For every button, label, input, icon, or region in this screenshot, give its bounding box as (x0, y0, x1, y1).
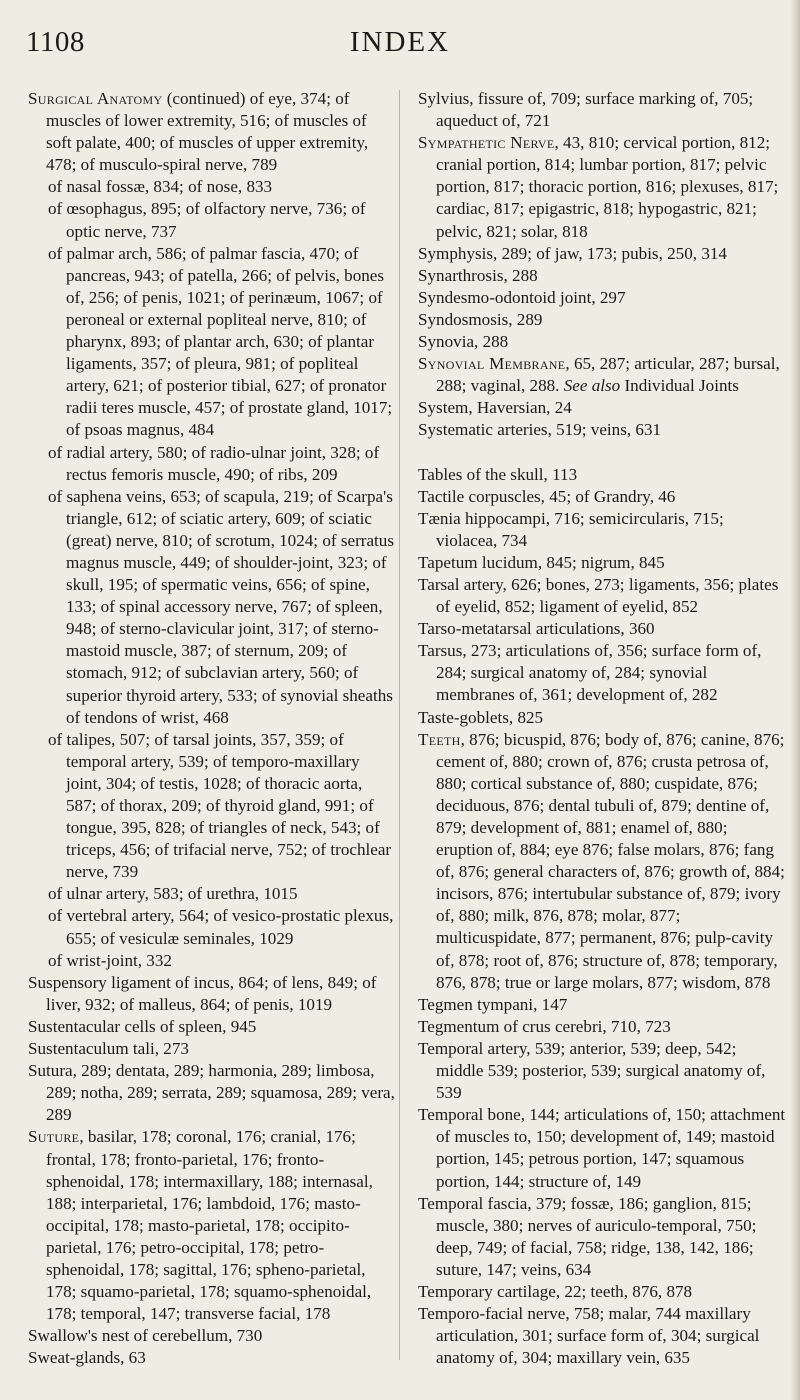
entry-text: Systematic arteries, 519; veins, 631 (418, 420, 662, 440)
index-entry (418, 1193, 786, 1281)
index-subentry (48, 176, 396, 198)
entry-text: Tactile corpuscles, 45; of Grandry, 46 (418, 486, 676, 506)
entry-text: Syndosmosis, 289 (418, 309, 543, 329)
page-header (0, 26, 800, 66)
index-subentry (48, 950, 396, 972)
index-entry (28, 1016, 396, 1038)
entry-text: Temporary cartilage, 22; teeth, 876, 878 (418, 1281, 693, 1301)
entry-text: Temporal artery, 539; anterior, 539; deep, 542; middle 539; posterior, 539; surgical anatomy of, 539 (418, 1038, 766, 1103)
entry-heading: Synovial Membrane (418, 354, 566, 374)
entry-text: Sutura, 289; dentata, 289; harmonia, 289; limbosa, 289; notha, 289; serrata, 289; squamosa, 289; vera, 289 (28, 1061, 395, 1125)
index-subentry (48, 198, 396, 242)
index-entry (418, 1104, 786, 1192)
entry-text: Tapetum lucidum, 845; nigrum, 845 (418, 552, 665, 572)
entry-text: (continued) of eye, 374; of muscles of lower extremity, 516; of muscles of soft palate, 400; of muscles of upper extremity, 478; of musculo-spiral nerve, 789 (46, 89, 369, 175)
entry-text: of œsophagus, 895; of olfactory nerve, 736; of optic nerve, 737 (48, 199, 366, 241)
index-entry (418, 552, 786, 574)
entry-text: of ulnar artery, 583; of urethra, 1015 (48, 884, 298, 904)
index-entry (418, 729, 786, 994)
letter-gap (418, 442, 786, 464)
entry-heading: Teeth (418, 729, 461, 749)
entry-text: Swallow's nest of cerebellum, 730 (28, 1326, 263, 1346)
index-entry (418, 486, 786, 508)
entry-text: Syndesmo-odontoid joint, 297 (418, 287, 626, 307)
index-entry (28, 1126, 396, 1325)
entry-text: of vertebral artery, 564; of vesico-prostatic plexus, 655; of vesiculæ seminales, 1029 (48, 906, 394, 948)
index-entry (28, 1038, 396, 1060)
entry-text: Temporal bone, 144; articulations of, 150; attachment of muscles to, 150; development of, 149; mastoid portion, 145; petrous portion, 147; squamous portion, 144; structure of, 149 (418, 1105, 786, 1191)
index-subentry (48, 243, 396, 442)
entry-text: Synovia, 288 (418, 332, 509, 352)
index-entry (28, 972, 396, 1016)
index-subentry (48, 442, 396, 486)
index-entry (28, 1060, 396, 1126)
entry-text: Tarso-metatarsal articulations, 360 (418, 619, 655, 639)
entry-text: Tarsal artery, 626; bones, 273; ligaments, 356; plates of eyelid, 852; ligament of eyelid, 852 (418, 574, 779, 617)
index-subentry (48, 486, 396, 729)
running-title: INDEX (349, 26, 451, 58)
index-entry (418, 287, 786, 309)
index-entry (418, 1038, 786, 1104)
entry-text: Tænia hippocampi, 716; semicircularis, 715; violacea, 734 (418, 508, 724, 550)
index-column-left (28, 88, 396, 1369)
entry-text: of palmar arch, 586; of palmar fascia, 470; of pancreas, 943; of patella, 266; of pelvis, bones of, 256; of penis, 1021; of perinæum, 1067; of peroneal or external popliteal nerve, 810; of pharynx, 893; of plantar arch, 630; of plantar ligaments, 357; of pleura, 981; of popliteal artery, 621; of posterior tibial, 627; of pronator radii teres muscle, 457; of prostate gland, 1017; of psoas magnus, 484 (48, 243, 393, 440)
entry-text: Temporo-facial nerve, 758; malar, 744 maxillary articulation, 301; surface form of, 304; surgical anatomy of, 304; maxillary vein, 635 (418, 1304, 760, 1368)
entry-text: Sweat-glands, 63 (28, 1348, 146, 1368)
entry-text: Individual Joints (620, 376, 739, 396)
index-entry (418, 994, 786, 1016)
index-entry (418, 1303, 786, 1369)
entry-text: Suspensory ligament of incus, 864; of lens, 849; of liver, 932; of malleus, 864; of penis, 1019 (28, 972, 377, 1014)
index-entry (418, 309, 786, 331)
entry-text: Tegmen tympani, 147 (418, 994, 568, 1014)
entry-text: of saphena veins, 653; of scapula, 219; of Scarpa's triangle, 612; of sciatic artery, 609; of sciatic (great) nerve, 810; of scrotum, 1024; of serratus magnus muscle, 449; of shoulder-joint, 323; of skull, 195; of spermatic veins, 656; of spine, 133; of spinal accessory nerve, 767; of spleen, 948; of sterno-clavicular joint, 317; of sterno-mastoid muscle, 387; of sternum, 209; of stomach, 912; of subclavian artery, 560; of superior thyroid artery, 533; of synovial sheaths of tendons of wrist, 468 (48, 486, 395, 727)
entry-text: Synarthrosis, 288 (418, 265, 538, 285)
index-entry (418, 397, 786, 419)
index-entry (418, 331, 786, 353)
index-entry (418, 132, 786, 242)
index-entry (418, 618, 786, 640)
entry-text: Sylvius, fissure of, 709; surface marking of, 705; aqueduct of, 721 (418, 89, 754, 131)
entry-text: Tegmentum of crus cerebri, 710, 723 (418, 1016, 671, 1036)
entry-heading: Suture (28, 1127, 80, 1147)
index-entry (418, 88, 786, 132)
entry-text: Sustentacular cells of spleen, 945 (28, 1016, 257, 1036)
index-entry (418, 707, 786, 729)
index-entry (418, 265, 786, 287)
index-subentry (48, 905, 396, 949)
entry-text: of talipes, 507; of tarsal joints, 357, 359; of temporal artery, 539; of temporo-maxillary joint, 304; of testis, 1028; of thoracic aorta, 587; of thorax, 209; of thyroid gland, 991; of tongue, 395, 828; of triangles of neck, 543; of triceps, 456; of trifacial nerve, 752; of trochlear nerve, 739 (48, 729, 392, 882)
entry-text: , basilar, 178; coronal, 176; cranial, 176; frontal, 178; fronto-parietal, 176; fronto-sphenoidal, 178; intermaxillary, 188; internasal, 188; interparietal, 176; lambdoid, 176; masto-occipital, 178; masto-parietal, 178; occipito-parietal, 176; petro-occipital, 178; petro-sphenoidal, 178; sagittal, 176; spheno-parietal, 178; squamo-parietal, 178; squamo-sphenoidal, 178; temporal, 147; transverse facial, 178 (46, 1127, 373, 1324)
index-entry (28, 1347, 396, 1369)
index-subentry (48, 729, 396, 884)
page-edge-shadow (790, 0, 800, 1400)
entry-text: , 43, 810; cervical portion, 812; cranial portion, 814; lumbar portion, 817; pelvic portion, 817; thoracic portion, 816; plexuses, 817; cardiac, 817; epigastric, 818; hypogastric, 821; pelvic, 821; solar, 818 (436, 133, 779, 241)
index-entry (418, 419, 786, 441)
entry-text: , 876; bicuspid, 876; body of, 876; canine, 876; cement of, 880; crown of, 876; crusta petrosa of, 880; cortical substance of, 880; cuspidate, 876; deciduous, 876; dental tubuli of, 879; dentine of, 879; development of, 881; enamel of, 880; eruption of, 884; eye 876; false molars, 876; fang of, 876; general characters of, 876; growth of, 884; incisors, 876; intertubular substance of, 879; ivory of, 880; milk, 876, 878; molar, 877; multicuspidate, 877; permanent, 876; pulp-cavity of, 878; root of, 876; structure of, 878; temporary, 876, 878; true or large molars, 877; wisdom, 878 (436, 729, 785, 992)
entry-text: , 65, 287; articular, 287; bursal, 288; vaginal, 288. (436, 354, 780, 396)
index-subentry (48, 883, 396, 905)
page-number: 1108 (26, 26, 85, 58)
index-entry (418, 508, 786, 552)
entry-text: System, Haversian, 24 (418, 398, 572, 418)
entry-text: Tarsus, 273; articulations of, 356; surface form of, 284; surgical anatomy of, 284; synovial membranes of, 361; development of, 282 (418, 641, 762, 705)
entry-text: Sustentaculum tali, 273 (28, 1039, 189, 1059)
entry-heading: Sympathetic Nerve (418, 133, 555, 153)
entry-text: Temporal fascia, 379; fossæ, 186; ganglion, 815; muscle, 380; nerves of auriculo-temporal, 750; deep, 749; of facial, 758; ridge, 138, 142, 186; suture, 147; veins, 634 (418, 1193, 757, 1279)
entry-text: of wrist-joint, 332 (48, 950, 172, 970)
entry-text: Taste-goblets, 825 (418, 707, 544, 727)
entry-text: of nasal fossæ, 834; of nose, 833 (48, 177, 273, 197)
index-entry (418, 1016, 786, 1038)
index-entry (418, 353, 786, 397)
entry-text: Tables of the skull, 113 (418, 464, 578, 484)
see-also-reference: See also (563, 376, 621, 396)
entry-text: of radial artery, 580; of radio-ulnar joint, 328; of rectus femoris muscle, 490; of ribs, 209 (48, 442, 380, 484)
index-entry (418, 464, 786, 486)
index-entry (418, 640, 786, 706)
index-column-right (418, 88, 786, 1369)
index-entry (28, 1325, 396, 1347)
index-entry (418, 243, 786, 265)
column-divider (399, 90, 400, 1360)
entry-heading: Surgical Anatomy (28, 89, 163, 108)
index-entry (418, 574, 786, 618)
entry-text: Symphysis, 289; of jaw, 173; pubis, 250, 314 (418, 243, 727, 263)
index-entry (418, 1281, 786, 1303)
index-entry (28, 88, 396, 176)
